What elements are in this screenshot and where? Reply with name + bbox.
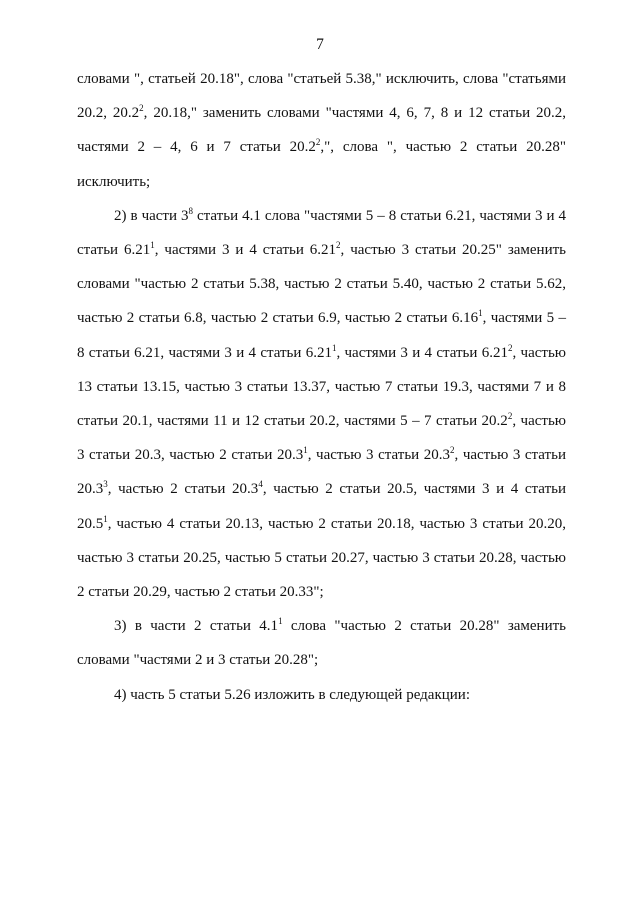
paragraph-item-3: 3) в части 2 статьи $4.1^1$ слова "частью 2 статьи 20.28" заменить словами "частями 2 и 3 статьи 20.28"; (77, 616, 567, 669)
page-number: 7 (316, 36, 324, 53)
paragraph-continuation: словами ", статьей 20.18", слова "статьей 5.38," исключить, слова "статьями 20.2, 20.2$^2$, 20.18," заменить словами "частями 4, 6, 7, 8 и 12 статьи 20.2, частями 2 – 4, 6 и 7 статьи 20.2$^2$,", слова ", частью 2 статьи 20.28" исключить; (77, 71, 567, 190)
paragraph-item-2: 2) в части $3^8$ статьи 4.1 слова "частями 5 – 8 статьи 6.21, частями 3 и 4 статьи 6.21$^1$, частями 3 и 4 статьи 6.21$^2$, частью 3 статьи 20.25" заменить словами "частью 2 статьи 5.38, частью 2 статьи 5.40, частью 2 статьи 5.62, частью 2 статьи 6.8, частью 2 статьи 6.9, частью 2 статьи 6.16$^1$, частями 5 – 8 статьи 6.21, частями 3 и 4 статьи 6.21$^1$, частями 3 и 4 статьи 6.21$^2$, частью 13 статьи 13.15, частью 3 статьи 13.37, частью 7 статьи 19.3, частями 7 и 8 статьи 20.1, частями 11 и 12 статьи 20.2, частями 5 – 7 статьи 20.2$^2$, частью 3 статьи 20.3, частью 2 статьи 20.3$^1$, частью 3 статьи 20.3$^2$, частью 3 статьи 20.3$^3$, частью 2 статьи 20.3$^4$, частью 2 статьи 20.5, частями 3 и 4 статьи 20.5$^1$, частью 4 статьи 20.13, частью 2 статьи 20.18, частью 3 статьи 20.20, частью 3 статьи 20.25, частью 5 статьи 20.27, частью 3 статьи 20.28, частью 2 статьи 20.29, частью 2 статьи 20.33"; (77, 205, 567, 601)
paragraph-item-4: 4) часть 5 статьи 5.26 изложить в следующей редакции: (114, 686, 470, 703)
body-text (77, 62, 566, 712)
